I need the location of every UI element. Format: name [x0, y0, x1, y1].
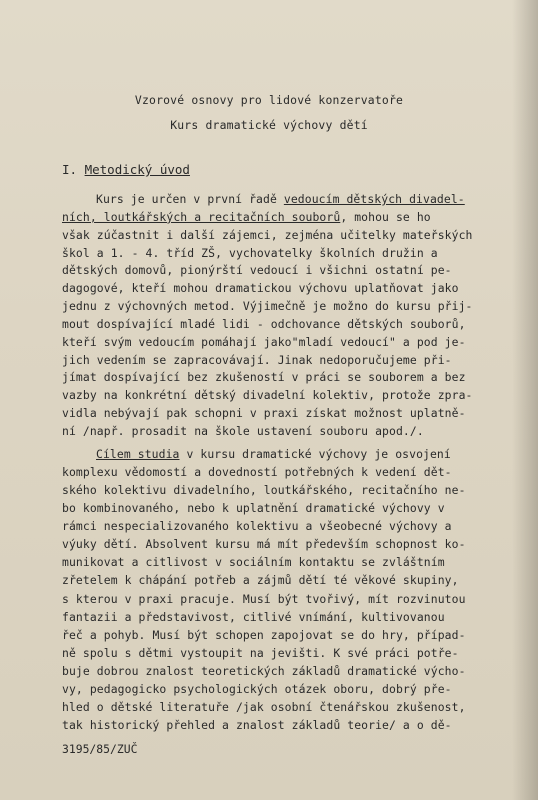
paragraph2-line-15: hled o dětské literatuře /jak osobní čtenářskou zkušenost,	[62, 699, 466, 714]
paragraph2-line-9: s kterou v praxi pracuje. Musí být tvořivý, mít rozvinutou	[62, 591, 466, 606]
paragraph1-line-13: vidla nebývají pak schopni v praxi získat možnost uplatně-	[62, 406, 466, 421]
document-subtitle: Kurs dramatické výchovy dětí	[170, 118, 368, 132]
paragraph2-line-8: zřetelem k chápání potřeb a zájmů dětí té věkové skupiny,	[62, 573, 459, 588]
paragraph2-line-4: bo kombinovaného, nebo k uplatnění dramatické výchovy v	[62, 501, 445, 516]
paragraph1-line-6: dagogové, kteří mohou dramatickou výchovu uplatňovat jako	[62, 281, 459, 296]
section-number: I.	[62, 162, 78, 177]
paragraph1-line-8: mout dospívající mladé lidi - odchovance dětských souborů,	[62, 316, 466, 331]
paragraph2-line-6: výuky dětí. Absolvent kursu má mít především schopnost ko-	[62, 537, 466, 552]
document-code: 3195/85/ZUČ	[62, 742, 138, 756]
paragraph1-line-5: dětských domovů, pionýrští vedoucí i všichni ostatní pe-	[62, 263, 452, 278]
paragraph2-line-13: buje dobrou znalost teoretických základů dramatické výcho-	[62, 663, 466, 678]
paragraph1-line-3: však zúčastnit i další zájemci, zejména učitelky mateřských	[62, 227, 473, 242]
paragraph2-line-16: tak historický přehled a znalost základů teorie/ a o dě-	[62, 718, 452, 732]
paragraph2-line-14: vy, pedagogicko psychologických otázek oboru, dobrý pře-	[62, 681, 452, 696]
paragraph2-line-5: rámci nespecializovaného kolektivu a všeobecné výchovy a	[62, 519, 452, 534]
paragraph1-line-11: jímat dospívající bez zkušeností v práci se souborem a bez	[62, 370, 466, 385]
paragraph2-line-10: fantazii a představivost, citlivé vnímání, kultivovanou	[62, 609, 445, 624]
section-title: Metodický úvod	[84, 162, 190, 177]
paragraph1-line-2: ních, loutkářských a recitačních souborů, mohou se ho	[62, 209, 431, 224]
paragraph2-line-3: ského kolektivu divadelního, loutkářského, recitačního ne-	[62, 483, 466, 498]
paragraph1-line-4: škol a 1. - 4. tříd ZŠ, vychovatelky školních družin a	[62, 245, 438, 260]
paragraph1-line-9: kteří svým vedoucím pomáhají jako"mladí vedoucí" a pod je-	[62, 334, 466, 349]
paragraph2-line-1: Cílem studia v kursu dramatické výchovy je osvojení	[96, 447, 451, 461]
paragraph2-line-12: ně spolu s dětmi vystoupit na jevišti. K své práci potře-	[62, 645, 459, 660]
paragraph1-line-14: ní /např. prosadit na škole ustavení souboru apod./.	[62, 424, 424, 438]
paragraph2-line-2: komplexu vědomostí a dovedností potřebných k vedení dět-	[62, 465, 452, 480]
paragraph1-line-7: jednu z výchovných metod. Výjimečně je možno do kursu přij-	[62, 299, 473, 314]
paragraph2-line-11: řeč a pohyb. Musí být schopen zapojovat se do hry, případ-	[62, 627, 466, 642]
section-heading	[62, 162, 190, 177]
paragraph1-line-1: Kurs je určen v první řadě vedoucím dětských divadel-	[96, 192, 465, 206]
document-title: Vzorové osnovy pro lidové konzervatoře	[134, 93, 404, 107]
paragraph2-line-7: munikovat a citlivost v sociálním kontaktu se zvláštním	[62, 555, 445, 570]
paragraph1-line-12: vazby na konkrétní dětský divadelní kolektiv, protože zpra-	[62, 388, 473, 403]
paragraph1-line-10: jich vedením se zapracovávají. Jinak nedoporučujeme při-	[62, 352, 452, 367]
